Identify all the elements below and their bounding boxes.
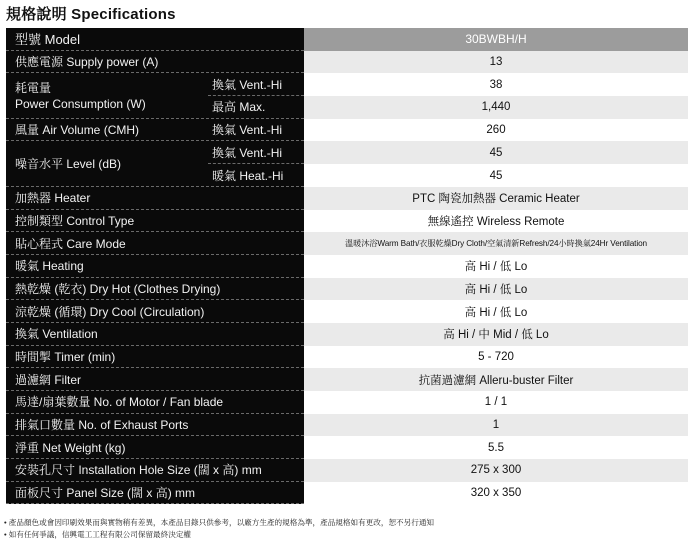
table-row (6, 278, 688, 301)
row-label: 涼乾燥 (循環) Dry Cool (Circulation) (15, 304, 205, 319)
table-row (6, 368, 688, 391)
row-value: 1,440 (304, 96, 688, 119)
footnote: • 產品顏色或會因印刷效果而與實物稍有差異，本產品目錄只供參考，以廠方生產的規格為準，產品規格如有更改，恕不另行通知 (4, 518, 435, 527)
table-row (6, 346, 688, 369)
table-row (6, 187, 688, 210)
footnotes (4, 517, 434, 541)
row-value: 320 x 350 (304, 482, 688, 505)
row-value: 5 - 720 (304, 346, 688, 369)
row-label: 風量 Air Volume (CMH) (15, 123, 140, 138)
row-value: 45 (304, 164, 688, 187)
table-row (6, 391, 688, 414)
row-label: 熱乾燥 (乾衣) Dry Hot (Clothes Drying) (15, 281, 221, 296)
row-value: 高 Hi / 低 Lo (304, 278, 688, 301)
row-value: PTC 陶瓷加熱器 Ceramic Heater (304, 187, 688, 210)
row-label: 時間掣 Timer (min) (15, 350, 116, 364)
table-row (6, 459, 688, 482)
row-value: 無線遙控 Wireless Remote (304, 210, 688, 233)
table-row (6, 436, 688, 459)
row-value: 高 Hi / 低 Lo (304, 300, 688, 323)
table-row (6, 482, 688, 505)
row-value: 5.5 (304, 436, 688, 459)
row-value: 260 (304, 119, 688, 142)
table-row (6, 73, 688, 118)
table-row (6, 323, 688, 346)
table-row (6, 414, 688, 437)
spec-table (6, 28, 688, 504)
table-row (6, 255, 688, 278)
row-label: 過濾網 Filter (15, 372, 82, 387)
row-sub-label: 最高 Max. (208, 95, 304, 118)
row-value: 45 (304, 141, 688, 164)
row-label: 淨重 Net Weight (kg) (15, 440, 126, 455)
row-label: 安裝孔尺寸 Installation Hole Size (闊 x 高) mm (15, 463, 262, 478)
table-row (6, 300, 688, 323)
row-value: 抗菌過濾網 Alleru-buster Filter (304, 368, 688, 391)
table-row (6, 232, 688, 255)
row-label: 控制類型 Control Type (15, 213, 135, 228)
row-value: 溫暖沐浴Warm Bath/衣服乾燥Dry Cloth/空氣清新Refresh/24小時換氣24Hr Ventilation (304, 232, 688, 255)
row-label: 供應電源 Supply power (A) (15, 55, 159, 70)
header-label-cell (6, 28, 304, 51)
row-value: 13 (304, 51, 688, 74)
table-row (6, 141, 688, 186)
row-label: 貼心程式 Care Mode (15, 236, 126, 251)
row-label: 馬達/扇葉數量 No. of Motor / Fan blade (15, 395, 224, 410)
row-sub-label: 暖氣 Heat.-Hi (208, 163, 304, 186)
table-header-row (6, 28, 688, 51)
row-label: 換氣 Ventilation (15, 327, 98, 342)
row-label: 耗電量 Power Consumption (W) (15, 80, 146, 111)
header-label: 型號 Model (15, 32, 81, 48)
row-value: 38 (304, 73, 688, 96)
row-value: 1 (304, 414, 688, 437)
footnote: • 如有任何爭議，信興電工工程有限公司保留最終決定權 (4, 530, 192, 539)
table-row (6, 51, 688, 74)
model-value: 30BWBH/H (304, 28, 688, 51)
row-sub-label: 換氣 Vent.-Hi (212, 123, 283, 138)
page-title: 規格說明 Specifications (6, 6, 176, 23)
row-value: 1 / 1 (304, 391, 688, 414)
row-label: 噪音水平 Level (dB) (15, 157, 122, 172)
row-label: 排氣口數量 No. of Exhaust Ports (15, 418, 189, 433)
row-value: 275 x 300 (304, 459, 688, 482)
row-sub-label: 換氣 Vent.-Hi (212, 77, 283, 92)
table-row (6, 210, 688, 233)
row-value: 高 Hi / 中 Mid / 低 Lo (304, 323, 688, 346)
row-label: 面板尺寸 Panel Size (闊 x 高) mm (15, 486, 196, 501)
row-value: 高 Hi / 低 Lo (304, 255, 688, 278)
row-sub-label: 換氣 Vent.-Hi (212, 145, 283, 160)
row-label: 暖氣 Heating (15, 259, 84, 274)
table-row (6, 119, 688, 142)
row-label: 加熱器 Heater (15, 191, 91, 206)
